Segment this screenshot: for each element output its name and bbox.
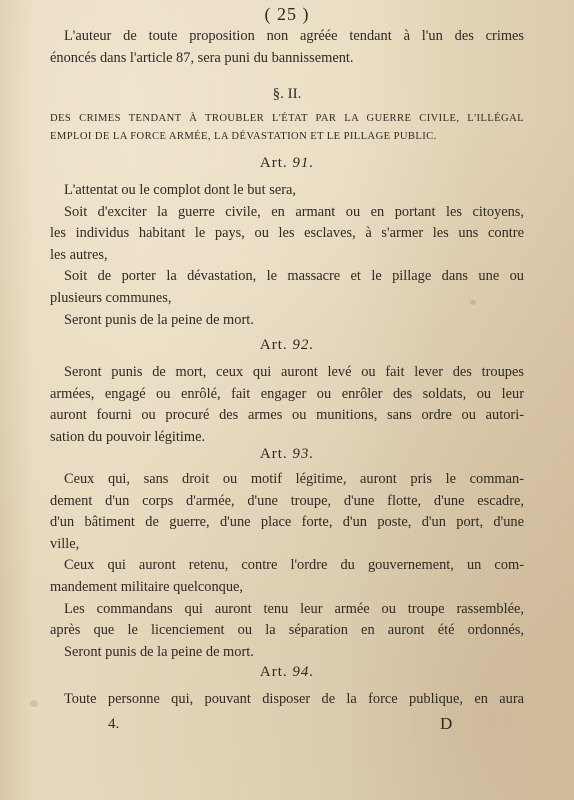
article-number: 91. xyxy=(292,155,315,171)
ink-spot xyxy=(30,700,38,707)
article-label: Art. xyxy=(259,337,288,353)
heading-line: DES CRIMES TENDANT À TROUBLER L'ÉTAT PAR LA GUERRE CIVILE, L'ILLÉGAL xyxy=(50,113,524,124)
article-heading xyxy=(0,664,574,681)
text-line: Toute personne qui, pouvant disposer de la force publique, en aura xyxy=(64,691,524,707)
text-line: Soit d'exciter la guerre civile, en armant ou en portant les citoyens, xyxy=(64,203,524,220)
text-line: Soit de porter la dévastation, le massacre et le pillage dans une ou xyxy=(64,268,524,285)
article-text xyxy=(50,689,524,711)
text-line: les autres, xyxy=(50,246,108,263)
text-line: d'un bâtiment de guerre, d'une place forte, d'un poste, d'un port, d'une xyxy=(50,514,524,531)
text-line: dement d'un corps d'armée, d'une troupe, d'une flotte, d'une escadre, xyxy=(50,492,524,509)
article-heading xyxy=(0,446,574,463)
text-line: armées, engagé ou enrôlé, fait engager ou enrôler des soldats, ou leur xyxy=(50,385,524,402)
signature-mark: 4. xyxy=(108,716,120,732)
article-label: Art. xyxy=(259,446,288,462)
text-line: Seront punis de la peine de mort. xyxy=(64,311,254,328)
text-line: Seront punis de mort, ceux qui auront levé ou fait lever des troupes xyxy=(64,364,524,380)
section-mark: §. II. xyxy=(272,86,302,102)
text-line: mandement militaire quelconque, xyxy=(50,578,244,595)
article-label: Art. xyxy=(259,155,288,171)
article-number: 93. xyxy=(292,446,315,462)
intro-paragraph xyxy=(50,26,524,69)
article-heading xyxy=(0,155,574,172)
page-number: ( 25 ) xyxy=(264,4,310,24)
text-line: Les commandans qui auront tenu leur armée ou troupe rassemblée, xyxy=(64,600,524,617)
article-number: 94. xyxy=(292,664,315,680)
article-label: Art. xyxy=(259,664,288,680)
text-line: après que le licenciement ou la séparation en auront été ordonnés, xyxy=(50,622,524,639)
heading-line: EMPLOI DE LA FORCE ARMÉE, LA DÉVASTATION ET LE PILLAGE PUBLIC. xyxy=(50,131,437,142)
text-line: Ceux qui auront retenu, contre l'ordre du gouvernement, un com- xyxy=(64,557,524,574)
text-line: plusieurs communes, xyxy=(50,289,172,306)
article-text xyxy=(50,469,524,663)
text-line: Ceux qui, sans droit ou motif légitime, auront pris le comman- xyxy=(64,471,524,487)
text-line: auront fourni ou procuré des armes ou munitions, sans ordre ou autori- xyxy=(50,407,524,424)
text-line: énoncés dans l'article 87, sera puni du bannissement. xyxy=(50,49,354,66)
text-line: ville, xyxy=(50,535,80,552)
section-heading xyxy=(50,110,524,146)
signature-letter: D xyxy=(440,714,453,733)
article-text xyxy=(50,362,524,448)
article-number: 92. xyxy=(292,337,315,353)
text-line: L'auteur de toute proposition non agréée tendant à l'un des crimes xyxy=(64,28,524,44)
text-line: sation du pouvoir légitime. xyxy=(50,428,206,445)
text-line: L'attentat ou le complot dont le but sera, xyxy=(64,182,296,198)
text-line: les individus habitant le pays, ou les esclaves, à s'armer les uns contre xyxy=(50,225,524,242)
text-line: Seront punis de la peine de mort. xyxy=(64,643,254,660)
article-heading xyxy=(0,337,574,354)
article-text xyxy=(50,180,524,331)
